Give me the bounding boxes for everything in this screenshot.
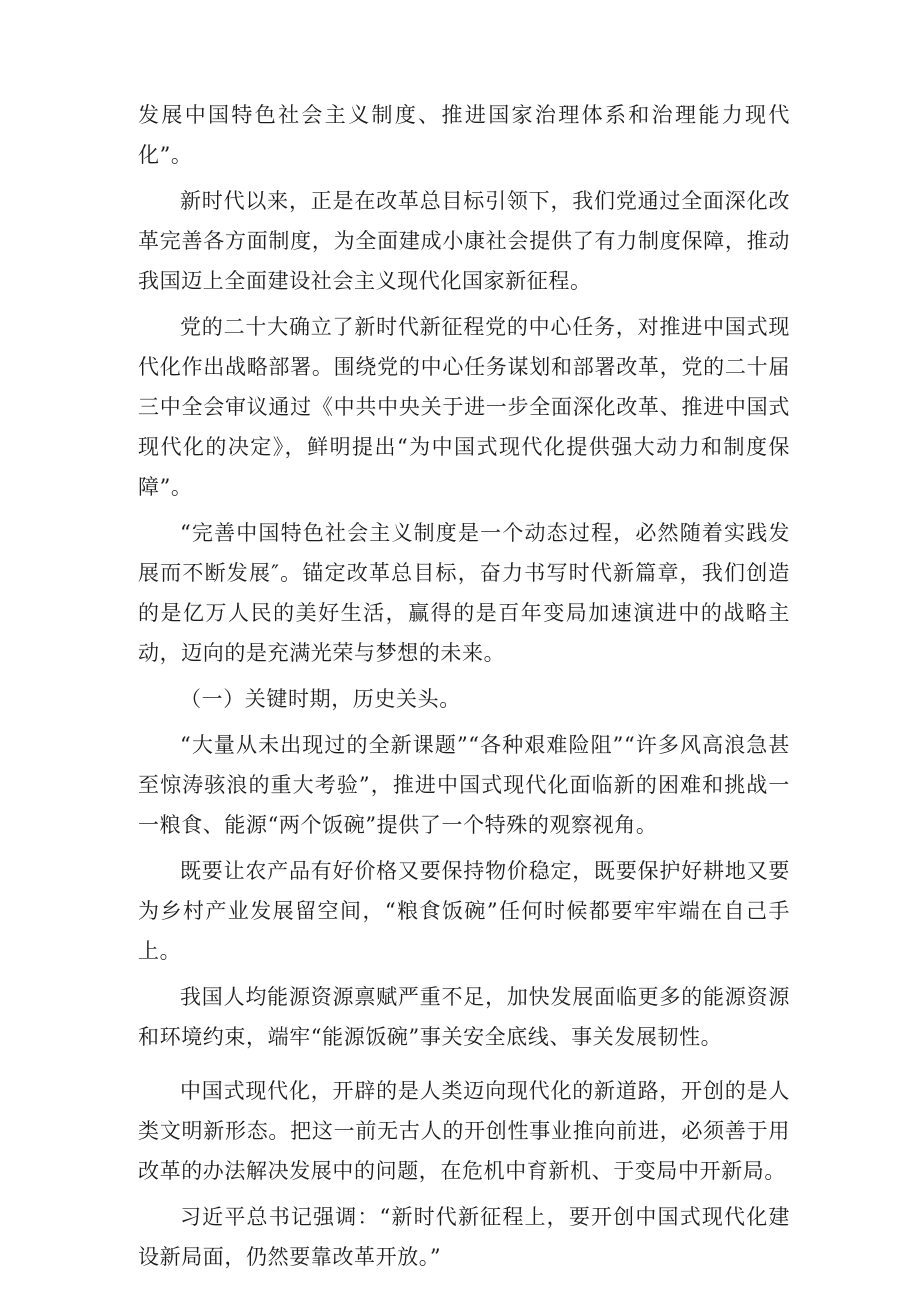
paragraph-challenges: “大量从未出现过的全新课题”“各种艰难险阻”“许多风高浪急甚至惊涛骇浪的重大考验”，推进中国式现代化面临新的困难和挑战一一粮食、能源“两个饭碗”提供了一个特殊的观察视角。	[138, 733, 790, 837]
paragraph-quote-dynamic-process: “完善中国特色社会主义制度是一个动态过程，必然随着实践发展而不断发展″。锚定改革总目标，奋力书写时代新篇章，我们创造的是亿万人民的美好生活，赢得的是百年变局加速演进中的战略主动，迈向的是充满光荣与梦想的未来。	[138, 521, 790, 665]
section-heading: （一）关键时期，历史关头。	[180, 687, 461, 711]
paragraph-energy-bowl: 我国人均能源资源禀赋严重不足，加快发展面临更多的能源资源和环境约束，端牢“能源饭碗”事关安全底线、事关发展韧性。	[138, 985, 790, 1049]
document-body	[138, 95, 790, 1283]
paragraph-twentieth-congress: 党的二十大确立了新时代新征程党的中心任务，对推进中国式现代化作出战略部署。围绕党的中心任务谋划和部署改革，党的二十届三中全会审议通过《中共中央关于进一步全面深化改革、推进中国式现代化的决定》，鲜明提出“为中国式现代化提供强大动力和制度保障”。	[138, 315, 790, 499]
paragraph-food-bowl: 既要让农产品有好价格又要保持物价稳定，既要保护好耕地又要为乡村产业发展留空间，“粮食饭碗”任何时候都要牢牢端在自己手上。	[138, 859, 790, 963]
paragraph-new-era: 新时代以来，正是在改革总目标引领下，我们党通过全面深化改革完善各方面制度，为全面建成小康社会提供了有力制度保障，推动我国迈上全面建设社会主义现代化国家新征程。	[138, 189, 790, 293]
paragraph-xi-quote: 习近平总书记强调：“新时代新征程上，要开创中国式现代化建设新局面，仍然要靠改革开放。”	[138, 1205, 790, 1269]
paragraph-modernization-path: 中国式现代化，开辟的是人类迈向现代化的新道路，开创的是人类文明新形态。把这一前无古人的开创性事业推向前进，必须善于用改革的办法解决发展中的问题，在危机中育新机、于变局中开新局。	[138, 1079, 790, 1183]
paragraph-continuation: 发展中国特色社会主义制度、推进国家治理体系和治理能力现代化”。	[138, 103, 790, 167]
